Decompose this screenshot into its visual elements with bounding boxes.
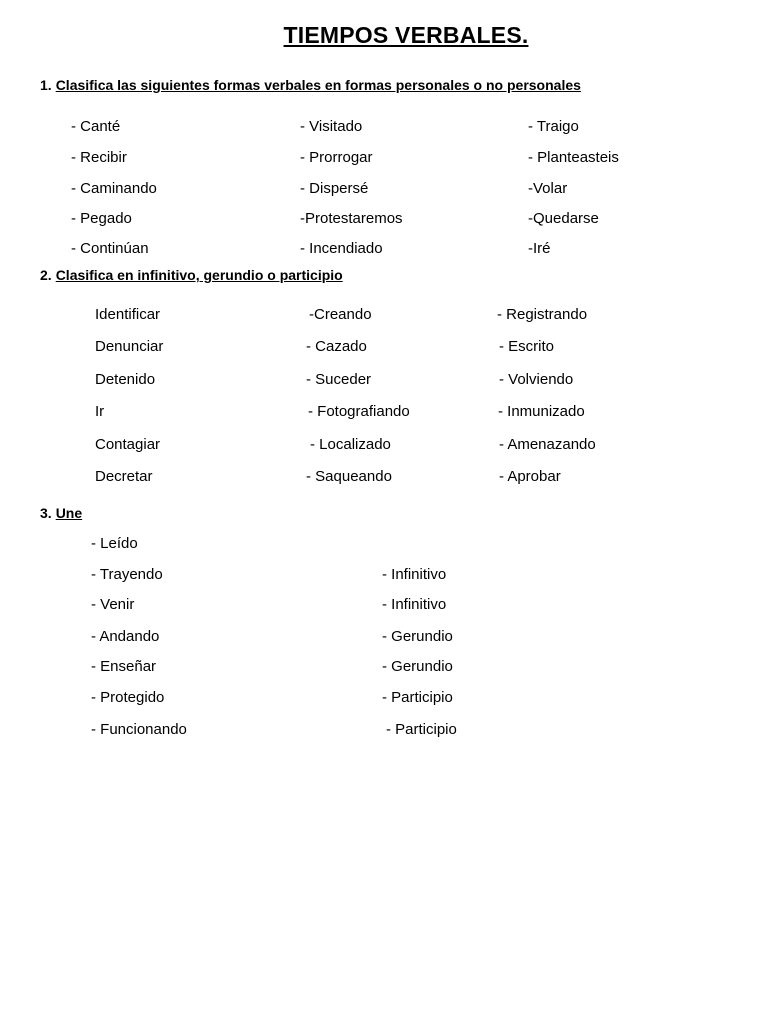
s3-left-item: - Protegido xyxy=(91,689,165,706)
s1-item: -Volar xyxy=(528,180,568,197)
s2-item: Identificar xyxy=(95,306,161,323)
s1-item: -Protestaremos xyxy=(300,210,403,227)
section-1-title: Clasifica las siguientes formas verbales en formas personales o no personales xyxy=(55,77,581,93)
s1-item: - Traigo xyxy=(528,118,579,135)
s1-item: - Planteasteis xyxy=(528,149,619,166)
s2-item: - Volviendo xyxy=(499,371,574,388)
section-3-number: 3. xyxy=(40,505,52,521)
s3-left-item: - Venir xyxy=(91,596,135,613)
s3-right-item: - Infinitivo xyxy=(382,566,447,583)
s2-item: - Suceder xyxy=(306,371,372,388)
s2-item: - Saqueando xyxy=(306,468,392,485)
s3-right-item: - Gerundio xyxy=(382,628,453,645)
s2-item: Detenido xyxy=(95,371,156,388)
s3-right-item: - Participio xyxy=(386,721,457,738)
s2-item: - Amenazando xyxy=(499,436,596,453)
s2-item: Decretar xyxy=(95,468,153,485)
s1-item: - Continúan xyxy=(71,240,149,257)
s2-item: Ir xyxy=(95,403,105,420)
s1-item: - Canté xyxy=(71,118,121,135)
s1-item: - Recibir xyxy=(71,149,127,166)
s2-item: - Cazado xyxy=(306,338,367,355)
s2-item: - Inmunizado xyxy=(498,403,585,420)
s1-item: -Iré xyxy=(528,240,551,257)
s3-right-item: - Infinitivo xyxy=(382,596,447,613)
section-1-number: 1. xyxy=(40,77,52,93)
s3-left-item: - Trayendo xyxy=(91,566,163,583)
s3-left-item: - Andando xyxy=(91,628,160,645)
s2-item: - Escrito xyxy=(499,338,555,355)
s3-left-item: - Enseñar xyxy=(91,658,157,675)
s3-right-item: - Participio xyxy=(382,689,453,706)
page-title: TIEMPOS VERBALES. xyxy=(283,22,529,48)
s1-item: - Prorrogar xyxy=(300,149,373,166)
s1-item: - Visitado xyxy=(300,118,363,135)
s2-item: - Localizado xyxy=(310,436,391,453)
section-3-title: Une xyxy=(55,505,83,521)
s1-item: - Dispersé xyxy=(300,180,369,197)
s2-item: - Fotografiando xyxy=(308,403,410,420)
s3-right-item: - Gerundio xyxy=(382,658,453,675)
s2-item: - Aprobar xyxy=(499,468,561,485)
s2-item: -Creando xyxy=(309,306,372,323)
s1-item: -Quedarse xyxy=(528,210,599,227)
s1-item: - Caminando xyxy=(71,180,157,197)
s1-item: - Pegado xyxy=(71,210,132,227)
s1-item: - Incendiado xyxy=(300,240,383,257)
s3-left-item: - Leído xyxy=(91,535,138,552)
section-2-title: Clasifica en infinitivo, gerundio o participio xyxy=(55,267,343,283)
section-1-heading xyxy=(40,77,581,93)
section-2-number: 2. xyxy=(40,267,52,283)
section-2-heading xyxy=(40,267,343,283)
s3-left-item: - Funcionando xyxy=(91,721,187,738)
section-3-heading xyxy=(40,505,82,521)
s2-item: Denunciar xyxy=(95,338,164,355)
s2-item: Contagiar xyxy=(95,436,161,453)
s2-item: - Registrando xyxy=(497,306,588,323)
